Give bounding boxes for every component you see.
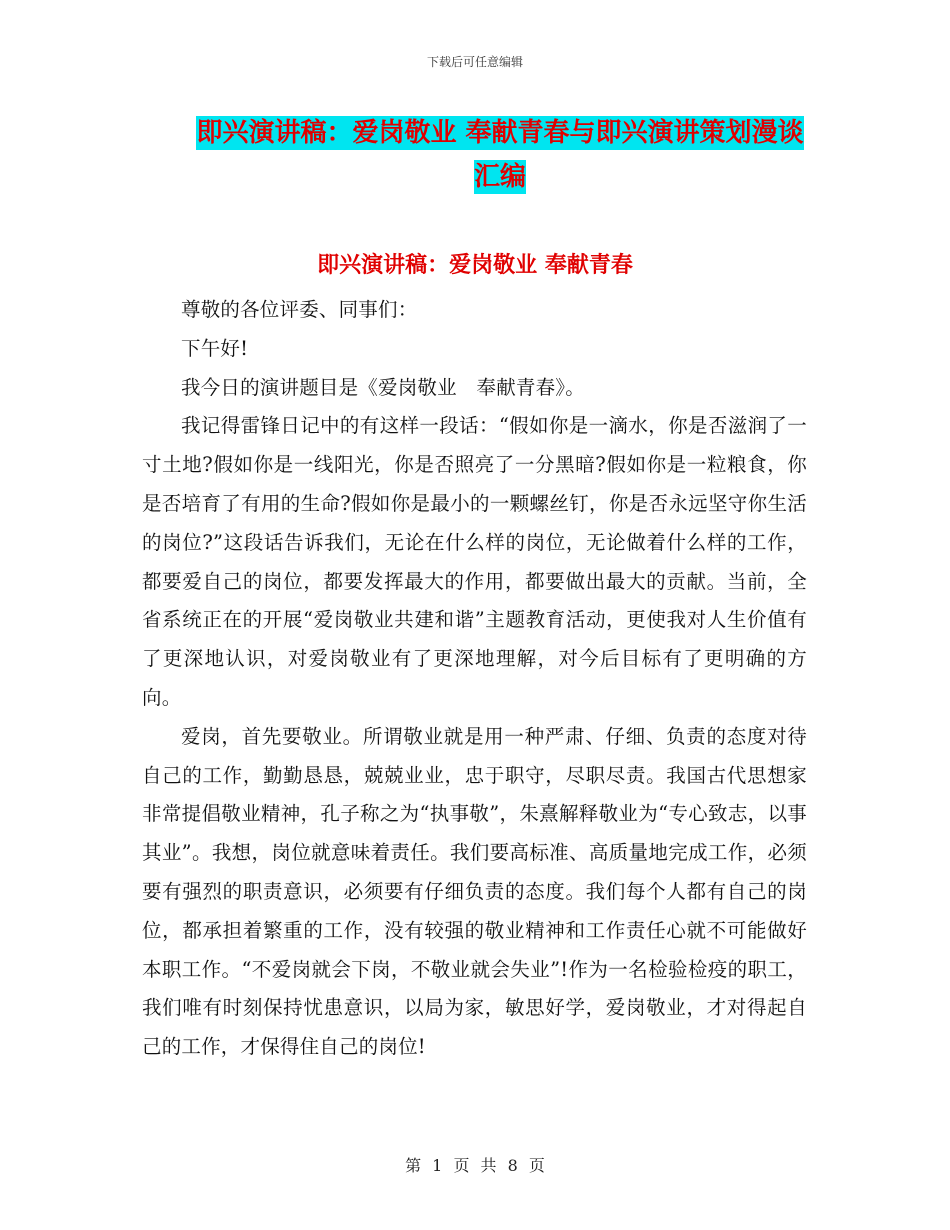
page-number: 第 1 页 共 8 页: [405, 1156, 545, 1175]
header-note: 下载后可任意编辑: [426, 55, 523, 69]
paragraph: 我今日的演讲题目是《爱岗敬业 奉献青春》。: [181, 375, 585, 399]
title-line-2: 汇编: [473, 162, 526, 192]
paragraph: 爱岗，首先要敬业。所谓敬业就是用一种严肃、仔细、负责的态度对待自己的工作，勤勤恳恳，兢兢业业，忠于职守，尽职尽责。我国古代思想家非常提倡敬业精神，孔子称之为“执事敬”，朱熹解释敬业为“专心致志，以事其业”。我想，岗位就意味着责任。我们要高标准、高质量地完成工作，必须要有强烈的职责意识，必须要有仔细负责的态度。我们每个人都有自己的岗位，都承担着繁重的工作，没有较强的敬业精神和工作责任心就不可能做好本职工作。“不爱岗就会下岗，不敬业就会失业”!作为一名检验检疫的职工，我们唯有时刻保持忧患意识，以局为家，敏思好学，爱岗敬业，才对得起自己的工作，才保得住自己的岗位!: [142, 724, 807, 1059]
title-line-1: 即兴演讲稿：爱岗敬业 奉献青春与即兴演讲策划漫谈: [196, 118, 804, 148]
paragraph: 我记得雷锋日记中的有这样一段话：“假如你是一滴水，你是否滋润了一寸土地?假如你是一线阳光，你是否照亮了一分黑暗?假如你是一粒粮食，你是否培育了有用的生命?假如你是最小的一颗螺丝钉，你是否永远坚守你生活的岗位?”这段话告诉我们，无论在什么样的岗位，无论做着什么样的工作，都要爱自己的岗位，都要发挥最大的作用，都要做出最大的贡献。当前，全省系统正在的开展“爱岗敬业共建和谐”主题教育活动，更使我对人生价值有了更深地认识，对爱岗敬业有了更深地理解，对今后目标有了更明确的方向。: [142, 414, 807, 709]
document-title: [140, 111, 860, 199]
paragraph: 下午好!: [181, 336, 249, 360]
section-title: 即兴演讲稿：爱岗敬业 奉献青春: [317, 253, 633, 278]
document-body: [142, 291, 807, 1067]
paragraph: 尊敬的各位评委、同事们：: [181, 298, 418, 321]
